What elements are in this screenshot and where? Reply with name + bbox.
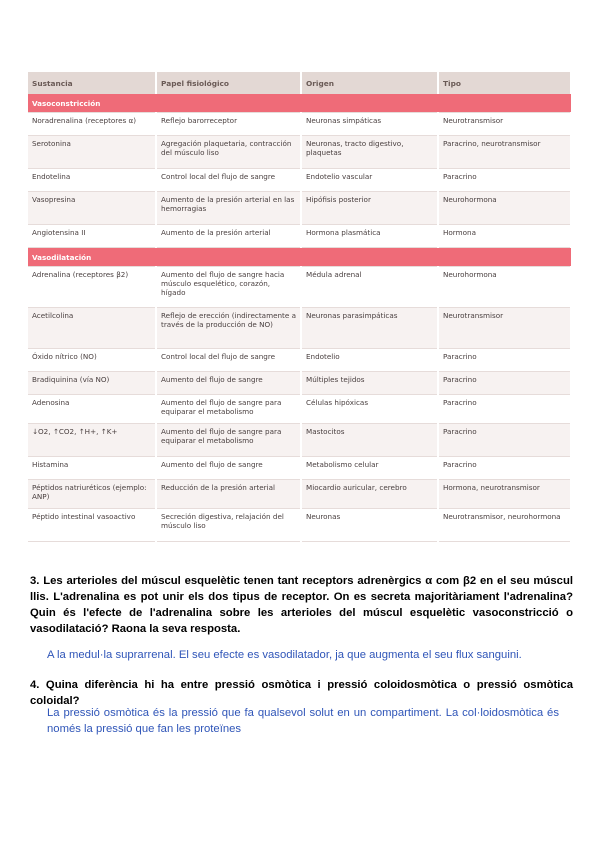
- table-cell: Aumento del flujo de sangre: [156, 457, 301, 480]
- table-cell: Neurotransmisor: [438, 113, 571, 136]
- column-header: Sustancia: [28, 72, 156, 94]
- table-cell: ↓O2, ↑CO2, ↑H+, ↑K+: [28, 424, 156, 457]
- table-cell: Médula adrenal: [301, 267, 438, 308]
- column-header: Papel fisiológico: [156, 72, 301, 94]
- table-row: [28, 225, 571, 248]
- table-cell: Neuronas: [301, 509, 438, 542]
- table-cell: Agregación plaquetaria, contracción del músculo liso: [156, 136, 301, 169]
- table-cell: Hipófisis posterior: [301, 192, 438, 225]
- table-cell: Aumento del flujo de sangre para equiparar el metabolismo: [156, 424, 301, 457]
- table-cell: Reducción de la presión arterial: [156, 480, 301, 509]
- table-cell: Endotelina: [28, 169, 156, 192]
- table-cell: Aumento del flujo de sangre: [156, 372, 301, 395]
- table-cell: Células hipóxicas: [301, 395, 438, 424]
- table-row: [28, 509, 571, 542]
- answer-3: A la medul·la suprarrenal. El seu efecte es vasodilatador, ja que augmenta el seu flux sanguini.: [47, 649, 522, 661]
- table-row: [28, 457, 571, 480]
- table-cell: Paracrino: [438, 457, 571, 480]
- table-row: [28, 395, 571, 424]
- table-cell: Paracrino: [438, 424, 571, 457]
- table-cell: Endotelio vascular: [301, 169, 438, 192]
- table-cell: Aumento de la presión arterial en las hemorragias: [156, 192, 301, 225]
- table-row: [28, 169, 571, 192]
- table-cell: Endotelio: [301, 349, 438, 372]
- section-title: Vasoconstricción: [28, 94, 571, 113]
- vasoactive-substances-table: [28, 72, 572, 542]
- substances-table-figure: [28, 72, 571, 542]
- table-cell: Histamina: [28, 457, 156, 480]
- table-cell: Paracrino: [438, 349, 571, 372]
- table-cell: Reflejo de erección (indirectamente a través de la producción de NO): [156, 308, 301, 349]
- table-cell: Neurohormona: [438, 267, 571, 308]
- table-cell: Paracrino: [438, 395, 571, 424]
- table-cell: Bradiquinina (vía NO): [28, 372, 156, 395]
- table-cell: Péptido intestinal vasoactivo: [28, 509, 156, 542]
- table-cell: Secreción digestiva, relajación del músculo liso: [156, 509, 301, 542]
- table-cell: Neurohormona: [438, 192, 571, 225]
- table-cell: Vasopresina: [28, 192, 156, 225]
- table-cell: Hormona plasmática: [301, 225, 438, 248]
- table-cell: Péptidos natriuréticos (ejemplo: ANP): [28, 480, 156, 509]
- table-cell: Control local del flujo de sangre: [156, 349, 301, 372]
- table-row: [28, 308, 571, 349]
- table-row: [28, 113, 571, 136]
- table-cell: Control local del flujo de sangre: [156, 169, 301, 192]
- table-cell: Hormona: [438, 225, 571, 248]
- table-row: [28, 480, 571, 509]
- table-cell: Metabolismo celular: [301, 457, 438, 480]
- column-header: Tipo: [438, 72, 571, 94]
- table-cell: Óxido nítrico (NO): [28, 349, 156, 372]
- table-header-row: [28, 72, 571, 94]
- table-cell: Angiotensina II: [28, 225, 156, 248]
- question-3: 3. Les arterioles del múscul esquelètic tenen tant receptors adrenèrgics α com β2 en el seu múscul llis. L'adrenalina es pot unir els dos tipus de receptor. On es secreta majoritàriament l'adrenalina? Quin és l'efecte de l'adrenalina sobre les arterioles del múscul esquelètic vasoconstricció o vasodilatació? Raona la seva resposta.: [30, 575, 573, 635]
- table-cell: Noradrenalina (receptores α): [28, 113, 156, 136]
- section-title: Vasodilatación: [28, 248, 571, 267]
- table-cell: Acetilcolina: [28, 308, 156, 349]
- table-cell: Neurotransmisor, neurohormona: [438, 509, 571, 542]
- table-cell: Neuronas simpáticas: [301, 113, 438, 136]
- answer-4: La pressió osmòtica és la pressió que fa qualsevol solut en un compartiment. La col·loidosmòtica és només la pressió que fan les proteïnes: [47, 707, 559, 735]
- table-cell: Neuronas parasimpáticas: [301, 308, 438, 349]
- table-cell: Paracrino: [438, 169, 571, 192]
- question-4: 4. Quina diferència hi ha entre pressió osmòtica i pressió coloidosmòtica o pressió osmòtica coloidal?: [30, 679, 573, 707]
- table-cell: Paracrino: [438, 372, 571, 395]
- table-cell: Múltiples tejidos: [301, 372, 438, 395]
- table-cell: Aumento del flujo de sangre para equiparar el metabolismo: [156, 395, 301, 424]
- table-row: [28, 349, 571, 372]
- table-cell: Reflejo barorreceptor: [156, 113, 301, 136]
- table-cell: Aumento de la presión arterial: [156, 225, 301, 248]
- table-cell: Neurotransmisor: [438, 308, 571, 349]
- table-cell: Neuronas, tracto digestivo, plaquetas: [301, 136, 438, 169]
- table-cell: Mastocitos: [301, 424, 438, 457]
- table-cell: Hormona, neurotransmisor: [438, 480, 571, 509]
- table-row: [28, 267, 571, 308]
- table-cell: Adrenalina (receptores β2): [28, 267, 156, 308]
- table-row: [28, 424, 571, 457]
- table-row: [28, 136, 571, 169]
- column-header: Origen: [301, 72, 438, 94]
- section-header-row: [28, 94, 571, 113]
- table-cell: Adenosina: [28, 395, 156, 424]
- table-row: [28, 372, 571, 395]
- table-cell: Serotonina: [28, 136, 156, 169]
- table-cell: Aumento del flujo de sangre hacia músculo esquelético, corazón, hígado: [156, 267, 301, 308]
- section-header-row: [28, 248, 571, 267]
- table-cell: Paracrino, neurotransmisor: [438, 136, 571, 169]
- table-row: [28, 192, 571, 225]
- table-cell: Miocardio auricular, cerebro: [301, 480, 438, 509]
